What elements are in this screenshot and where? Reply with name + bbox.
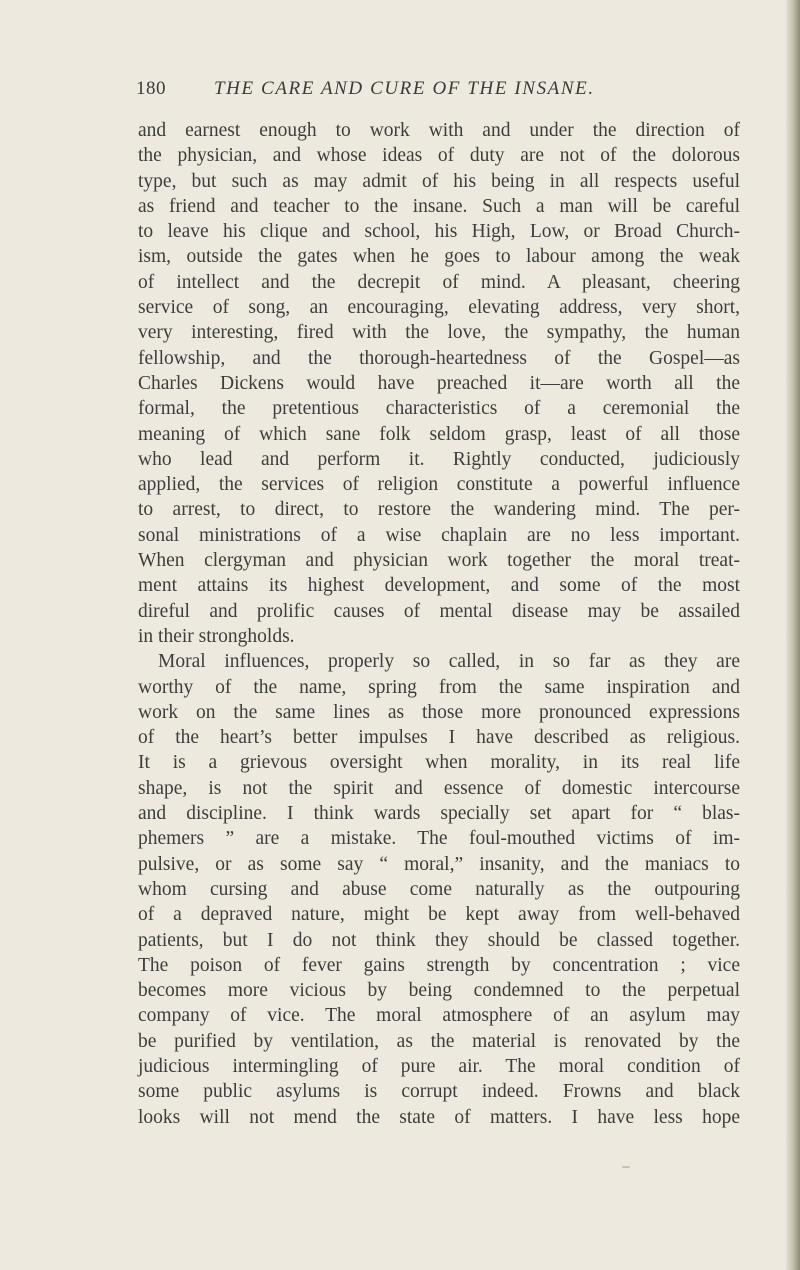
text-line: to leave his clique and school, his High, Low, or Broad Church- (138, 221, 740, 243)
text-line: becomes more vicious by being condemned to the perpetual (138, 980, 740, 1002)
text-line: some public asylums is corrupt indeed. Frowns and black (138, 1081, 740, 1103)
text-line: whom cursing and abuse come naturally as the outpouring (138, 878, 740, 900)
text-line: and discipline. I think wards specially set apart for “ blas- (138, 803, 740, 825)
text-line: The poison of fever gains strength by concentration ; vice (138, 954, 740, 976)
text-line: judicious intermingling of pure air. The moral condition of (138, 1055, 740, 1077)
text-line: company of vice. The moral atmosphere of an asylum may (138, 1005, 740, 1027)
body-text (138, 118, 740, 1130)
text-line: ism, outside the gates when he goes to labour among the weak (138, 246, 740, 268)
page-number: 180 (136, 78, 166, 99)
page-edge-shadow (786, 0, 800, 1270)
text-line: very interesting, fired with the love, the sympathy, the human (138, 322, 740, 344)
text-line: direful and prolific causes of mental disease may be assailed (138, 600, 740, 622)
text-line: in their strongholds. (138, 625, 295, 647)
text-line: ment attains its highest development, and some of the most (138, 575, 740, 597)
text-line: the physician, and whose ideas of duty are not of the dolorous (138, 145, 740, 167)
text-line: of intellect and the decrepit of mind. A pleasant, cheering (138, 271, 740, 293)
text-line: meaning of which sane folk seldom grasp, least of all those (138, 423, 740, 445)
text-line: When clergyman and physician work together the moral treat- (138, 550, 740, 572)
text-line: work on the same lines as those more pronounced expressions (138, 701, 740, 723)
text-line: Charles Dickens would have preached it—are worth all the (138, 372, 740, 394)
text-line: formal, the pretentious characteristics of a ceremonial the (138, 398, 740, 420)
text-line: applied, the services of religion constitute a powerful influence (138, 474, 740, 496)
text-line: patients, but I do not think they should be classed together. (138, 929, 740, 951)
text-line: of a depraved nature, might be kept away from well-behaved (138, 904, 740, 926)
text-line: who lead and perform it. Rightly conducted, judiciously (138, 448, 740, 470)
running-title: THE CARE AND CURE OF THE INSANE. (214, 78, 595, 99)
text-line: fellowship, and the thorough-heartedness of the Gospel—as (138, 347, 740, 369)
text-line: to arrest, to direct, to restore the wandering mind. The per- (138, 499, 740, 521)
text-line: of the heart’s better impulses I have described as religious. (138, 727, 740, 749)
text-line: shape, is not the spirit and essence of domestic intercourse (138, 777, 740, 799)
text-line: Moral influences, properly so called, in so far as they are (158, 651, 740, 673)
text-line: worthy of the name, spring from the same inspiration and (138, 676, 740, 698)
text-line: looks will not mend the state of matters. I have less hope (138, 1106, 740, 1128)
page-header (136, 78, 740, 104)
text-line: type, but such as may admit of his being in all respects useful (138, 170, 740, 192)
text-line: as friend and teacher to the insane. Such a man will be careful (138, 195, 740, 217)
text-line: pulsive, or as some say “ moral,” insanity, and the maniacs to (138, 853, 740, 875)
text-line: service of song, an encouraging, elevating address, very short, (138, 297, 740, 319)
text-line: and earnest enough to work with and under the direction of (138, 120, 740, 141)
paper-speck (622, 1166, 630, 1168)
text-line: It is a grievous oversight when morality, in its real life (138, 752, 740, 774)
text-line: sonal ministrations of a wise chaplain are no less important. (138, 524, 740, 546)
text-line: phemers ” are a mistake. The foul-mouthed victims of im- (138, 828, 740, 850)
text-line: be purified by ventilation, as the material is renovated by the (138, 1030, 740, 1052)
